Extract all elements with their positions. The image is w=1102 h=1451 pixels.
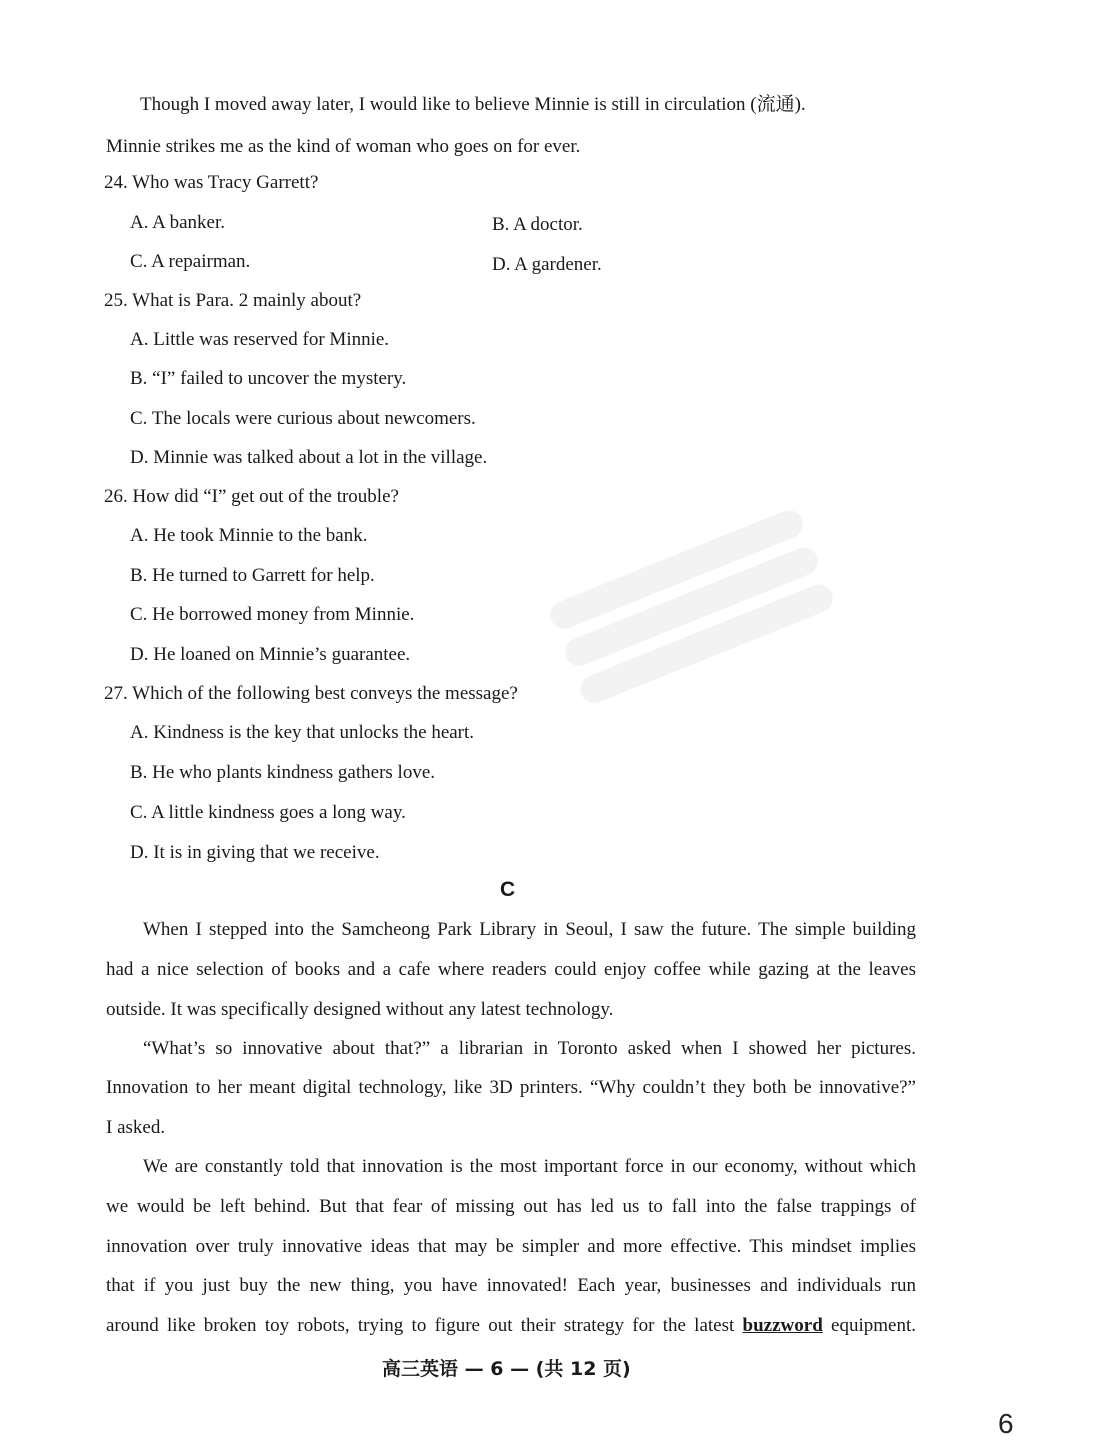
question-25-option-a: A. Little was reserved for Minnie. [130,329,390,350]
question-27-option-b: B. He who plants kindness gathers love. [130,762,436,783]
question-24-option-d: D. A gardener. [492,254,602,275]
question-24-option-b: B. A doctor. [492,214,583,235]
question-24-option-c: C. A repairman. [130,251,251,272]
passage-p2-line-2: Innovation to her meant digital technology, like 3D printers. “Why couldn’t they both be innovative?” [106,1077,916,1098]
passage-p1-line-3: outside. It was specifically designed without any latest technology. [106,999,614,1020]
buzzword-term: buzzword [742,1315,823,1336]
passage-p3-line-2: we would be left behind. But that fear of missing out has led us to fall into the false trappings of [106,1196,916,1217]
section-c-heading: C [500,878,516,901]
question-27-stem: 27. Which of the following best conveys the message? [104,683,518,704]
question-24-option-a: A. A banker. [130,212,225,233]
passage-p3-line-5 [106,1314,916,1338]
question-27-option-d: D. It is in giving that we receive. [130,842,380,863]
passage-p1-line-1: When I stepped into the Samcheong Park Library in Seoul, I saw the future. The simple building [143,919,916,940]
question-27-option-c: C. A little kindness goes a long way. [130,802,406,823]
question-26-option-d: D. He loaned on Minnie’s guarantee. [130,644,411,665]
question-26-option-b: B. He turned to Garrett for help. [130,565,375,586]
intro-line-1: Though I moved away later, I would like to believe Minnie is still in circulation (流通). [140,94,806,115]
question-25-option-b: B. “I” failed to uncover the mystery. [130,368,407,389]
passage-p3-line-4: that if you just buy the new thing, you have innovated! Each year, businesses and individuals run [106,1275,916,1296]
passage-p3-line-5-start: around like broken toy robots, trying to figure out their strategy for the latest [106,1315,743,1336]
question-24-stem: 24. Who was Tracy Garrett? [104,172,319,193]
question-26-option-c: C. He borrowed money from Minnie. [130,604,415,625]
page-footer: 高三英语 — 6 — (共 12 页) [382,1358,631,1380]
page-number: 6 [998,1408,1014,1439]
passage-p3-line-5-end: equipment. [822,1315,917,1336]
passage-p3-line-1: We are constantly told that innovation is the most important force in our economy, without which [143,1156,916,1177]
passage-p3-line-3: innovation over truly innovative ideas that may be simpler and more effective. This mindset implies [106,1236,916,1257]
question-26-option-a: A. He took Minnie to the bank. [130,525,368,546]
passage-p1-line-2: had a nice selection of books and a cafe where readers could enjoy coffee while gazing at the leaves [106,959,916,980]
question-27-option-a: A. Kindness is the key that unlocks the heart. [130,722,475,743]
question-25-option-c: C. The locals were curious about newcomers. [130,408,476,429]
question-25-stem: 25. What is Para. 2 mainly about? [104,290,362,311]
question-26-stem: 26. How did “I” get out of the trouble? [104,486,399,507]
watermark [542,495,849,735]
passage-p2-line-3: I asked. [106,1117,166,1138]
intro-line-2: Minnie strikes me as the kind of woman who goes on for ever. [106,136,581,157]
question-25-option-d: D. Minnie was talked about a lot in the village. [130,447,488,468]
passage-p2-line-1: “What’s so innovative about that?” a librarian in Toronto asked when I showed her pictures. [143,1038,916,1059]
